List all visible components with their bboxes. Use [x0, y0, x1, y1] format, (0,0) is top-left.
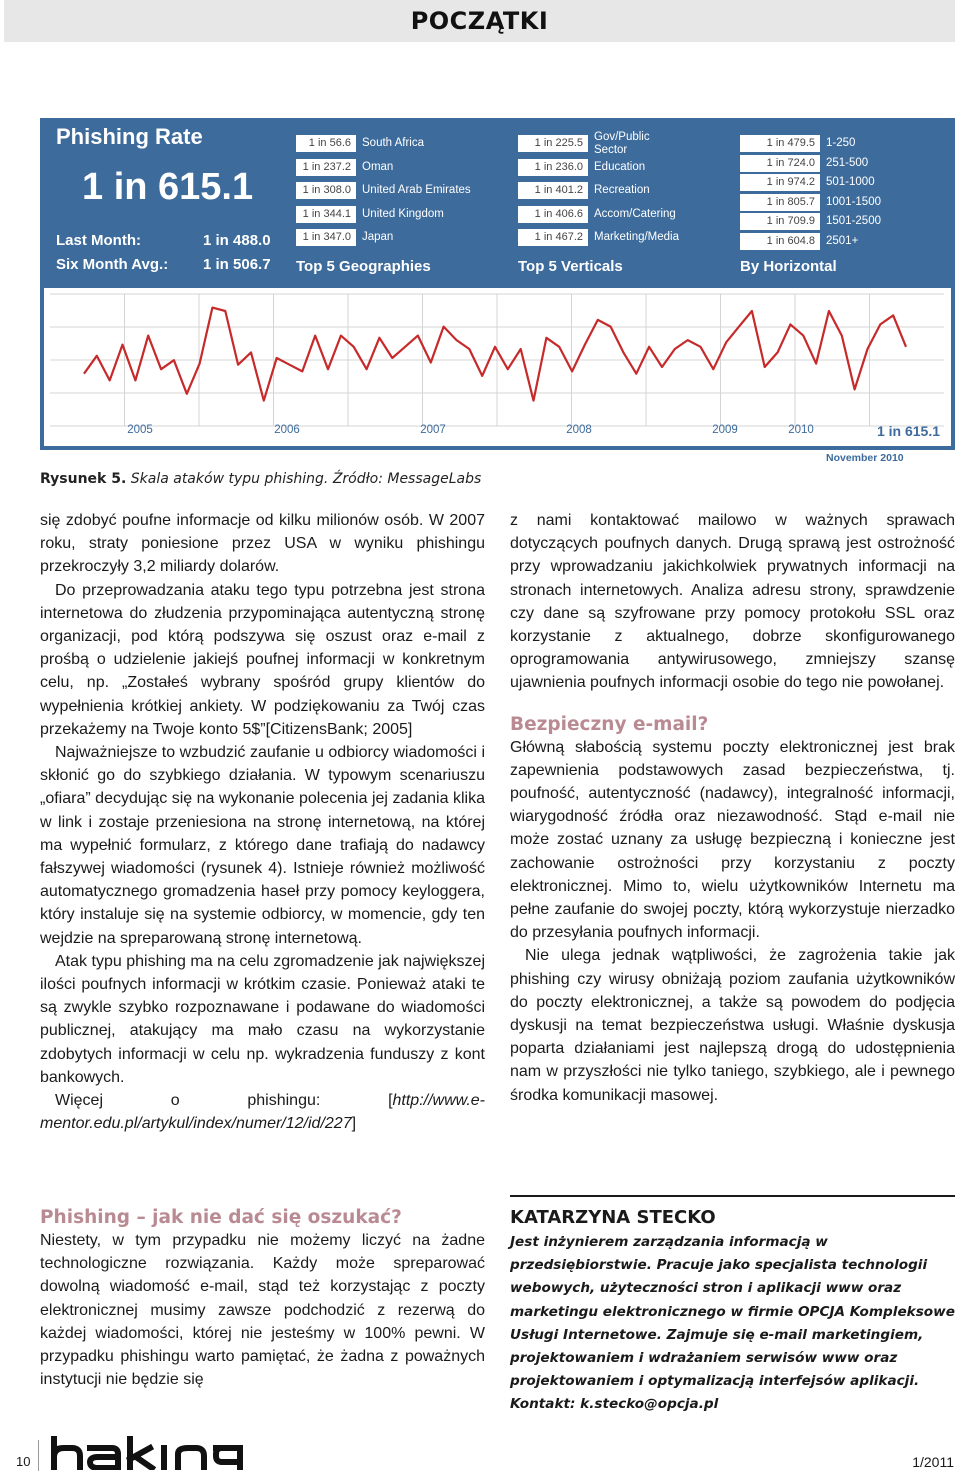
geography-row — [296, 229, 393, 246]
horizontal-name: 1501-2500 — [826, 215, 881, 227]
vertical-rate: 1 in 225.5 — [518, 135, 588, 152]
x-tick-label: 2010 — [788, 424, 814, 436]
bio-divider — [510, 1195, 955, 1197]
verticals-heading: Top 5 Verticals — [518, 258, 623, 275]
more-info-link[interactable]: http://www.e-mentor.edu.pl/artykul/index/numer/12/id/227 — [40, 1092, 485, 1133]
left-paragraph-2: Do przeprowadzania ataku tego typu potrzebna jest strona internetowa do złudzenia przypominająca autentyczną stronę organizacji, pod którą podszywa się oszust oraz e-mail z prośbą o udzielenie jakiejś poufnej informacji w konkretnym celu, np. „Zostałeś wybrany spośród grupy klientów do wypełnienia krótkiej ankiety. W podziękowaniu za Twój czas przekażemy na Twoje konto 5$”[CitizensBank; 2005] — [40, 581, 485, 738]
x-tick-label: 2007 — [420, 424, 446, 436]
series-line — [84, 308, 906, 401]
x-tick-label: 2005 — [127, 424, 153, 436]
left-paragraph-4: Atak typu phishing ma na celu zgromadzenie jak największej ilości poufnych informacji w krótkim czasie. Ponieważ ataki te są zwykle szybko rozpoznawane i podawane do wiadomości publicznej, atakujący ma mało czasu na wykorzystanie zdobytych informacji w celu np. wykradzenia funduszy z kont bankowych. — [40, 952, 485, 1086]
vertical-rate: 1 in 406.6 — [518, 206, 588, 223]
horizontal-rate: 1 in 805.7 — [740, 194, 820, 211]
figure-date: November 2010 — [826, 452, 904, 464]
vertical-rate: 1 in 401.2 — [518, 182, 588, 199]
last-month-value: 1 in 488.0 — [203, 232, 271, 249]
geography-rate: 1 in 237.2 — [296, 159, 356, 176]
phishing-rate-figure — [40, 118, 955, 450]
horizontal-rate: 1 in 974.2 — [740, 174, 820, 191]
horizontal-row — [740, 233, 858, 250]
horizontal-rate: 1 in 724.0 — [740, 155, 820, 172]
vertical-row — [518, 206, 676, 223]
geography-row — [296, 159, 393, 176]
vertical-name: Gov/Public Sector — [594, 130, 650, 156]
end-value-label: 1 in 615.1 — [876, 423, 940, 439]
caption-text: Skala ataków typu phishing. Źródło: MessageLabs — [130, 471, 482, 487]
x-tick-label: 2009 — [712, 424, 738, 436]
phishing-rate-chart — [40, 288, 955, 450]
vertical-rate: 1 in 467.2 — [518, 229, 588, 246]
caption-label: Rysunek 5. — [40, 471, 127, 487]
horizontal-row — [740, 174, 875, 191]
horizontal-row — [740, 155, 868, 172]
left-paragraph-5 — [40, 1089, 485, 1135]
geography-name: Japan — [362, 231, 394, 243]
geography-row — [296, 206, 444, 223]
geography-rate: 1 in 344.1 — [296, 206, 356, 223]
author-name: KATARZYNA STECKO — [510, 1207, 716, 1228]
horizontal-rate: 1 in 479.5 — [740, 135, 820, 152]
vertical-name: Marketing/Media — [594, 231, 680, 243]
geography-row — [296, 182, 471, 199]
vertical-name: Accom/Catering — [594, 207, 676, 220]
left-paragraph-6: Niestety, w tym przypadku nie możemy liczyć na żadne technologiczne rozwiązania. Każdy może spreparować dowolną wiadomość e-mail, stąd też korzystając z poczty elektronicznej musimy zawsze podchodzić z rezerwą do każdej wiadomości, której nie jesteśmy w 100% pewni. W przypadku phishingu warto pamiętać, że żadna z poważnych instytucji nie będzie się — [40, 1232, 485, 1389]
geography-name: South Africa — [362, 137, 425, 149]
footer-divider — [38, 1440, 39, 1471]
right-paragraph-2: Główną słabością systemu poczty elektronicznej jest brak zapewnienia podstawowych zasad bezpieczeństwa, tj. poufność, autentyczność (nadawcy), integralność informacji, wiarygodność źródła oraz niezawodność. Stąd e-mail nie może zostać uznany za usługę bezpieczną i konieczne jest zachowanie ostrożności przy korzystaniu z poczty elektronicznej. Mimo to, wielu użytkowników Internetu ma pełne zaufanie do swojej poczty, którą wykorzystuje nierzadko do przesyłania poufnych informacji. — [510, 738, 955, 942]
geography-rate: 1 in 308.0 — [296, 182, 356, 199]
hakin9-logo — [50, 1436, 255, 1471]
horizontals-heading: By Horizontal — [740, 258, 837, 275]
vertical-rate: 1 in 236.0 — [518, 159, 588, 176]
chart-svg — [44, 288, 951, 446]
vertical-row — [518, 229, 680, 246]
geography-rate: 1 in 56.6 — [296, 135, 356, 152]
figure-stats-panel — [40, 118, 955, 288]
right-paragraph-1: z nami kontaktować mailowo w ważnych sprawach dotyczących poufnych danych. Drugą sprawą jest ostrożność przy wprowadzaniu jakichkolwiek prywatnych informacji na stronach internetowych. Analiza adresu strony, sprawdzenie czy dane są szyfrowane przy pomocy protokołu SSL oraz korzystanie z aktualnego, dobrze skonfigurowanego oprogramowania antywirusowego, zmniejszy szansę ujawnienia poufnych informacji osobie do tego nie powołanej. — [510, 512, 955, 692]
left-column — [40, 509, 485, 1135]
section-title: POCZĄTKI — [410, 7, 549, 35]
heading-phishing: Phishing – jak nie dać się oszukać? — [40, 1207, 402, 1228]
geography-rate: 1 in 347.0 — [296, 229, 356, 246]
heading-secure-email: Bezpieczny e-mail? — [510, 713, 709, 735]
more-info-prefix: Więcej o phishingu: [ — [55, 1092, 393, 1110]
six-month-value: 1 in 506.7 — [203, 256, 271, 273]
more-info-suffix: ] — [351, 1115, 357, 1133]
six-month-label: Six Month Avg.: — [56, 256, 169, 273]
x-tick-label: 2006 — [274, 424, 300, 436]
horizontal-rate: 1 in 604.8 — [740, 233, 820, 250]
geography-row — [296, 135, 424, 152]
horizontal-name: 501-1000 — [826, 176, 875, 188]
right-paragraph-3: Nie ulega jednak wątpliwości, że zagrożenia takie jak phishing czy wirusy obniżają poziom zaufania użytkowników do poczty elektronicznej, a także są powodem do podjęcia dyskusji na temat bezpieczeństwa usługi. Właśnie dyskusja poparta działaniami jest najlepszą drogą do udostępnienia nam w przyszłości nie tylko taniego, szybkiego, ale i pewnego środka komunikacji masowej. — [510, 947, 955, 1104]
geography-name: United Kingdom — [362, 207, 444, 220]
right-column — [510, 509, 955, 1107]
vertical-name: Recreation — [594, 184, 650, 196]
geographies-heading: Top 5 Geographies — [296, 258, 431, 275]
figure-big-value: 1 in 615.1 — [82, 166, 254, 208]
geography-name: United Arab Emirates — [362, 184, 471, 196]
horizontal-row — [740, 135, 855, 152]
horizontal-row — [740, 213, 881, 230]
vertical-name: Education — [594, 160, 646, 173]
horizontal-name: 1-250 — [826, 137, 856, 149]
horizontal-rate: 1 in 709.9 — [740, 213, 820, 230]
x-tick-label: 2008 — [566, 424, 592, 436]
left-paragraph-1: się zdobyć poufne informacje od kilku milionów osób. W 2007 roku, straty poniesione przez USA w wyniku phishingu przekroczyły 3,2 miliardy dolarów. — [40, 512, 485, 576]
author-bio: Jest inżynierem zarządzania informacją w przedsiębiorstwie. Pracuje jako specjalista technologii webowych, użyteczności stron i aplikacji www oraz marketingu elektronicznego w firmie OPCJA Kompleksowe Usługi Internetowe. Zajmuje się e-mail marketingiem, projektowaniem i wdrażaniem serwisów www oraz projektowaniem i optymalizacją interfejsów aplikacji. Kontakt: k.stecko@opcja.pl — [510, 1234, 955, 1413]
section-header — [4, 0, 955, 42]
figure-caption — [40, 471, 481, 487]
vertical-row — [518, 182, 650, 199]
left-paragraph-3: Najważniejsze to wzbudzić zaufanie u odbiorcy wiadomości i skłonić go do szybkiego działania. W typowym scenariuszu „ofiara” decydując się na wykonanie polecenia jej zadania klika w link i zostaje przeniesiona na stronę internetową, na której ma wypełnić formularz, z którego dane trafiają do nadawcy fałszywej wiadomości (rysunek 4). Istnieje również możliwość automatycznego gromadzenia haseł przy pomocy keyloggera, który instaluje się na systemie odbiorcy, w momencie, gdy ten wejdzie na spreparowaną stronę internetową. — [40, 744, 485, 947]
horizontal-name: 251-500 — [826, 156, 869, 169]
vertical-row — [518, 130, 668, 156]
vertical-row — [518, 159, 645, 176]
horizontal-name: 2501+ — [826, 234, 859, 247]
horizontal-name: 1001-1500 — [826, 195, 881, 208]
issue-number: 1/2011 — [912, 1454, 954, 1470]
last-month-label: Last Month: — [56, 232, 141, 249]
figure-title: Phishing Rate — [56, 124, 203, 149]
horizontal-row — [740, 194, 881, 211]
page-number: 10 — [16, 1454, 31, 1469]
left-column-bottom — [40, 1206, 485, 1391]
geography-name: Oman — [362, 160, 394, 173]
